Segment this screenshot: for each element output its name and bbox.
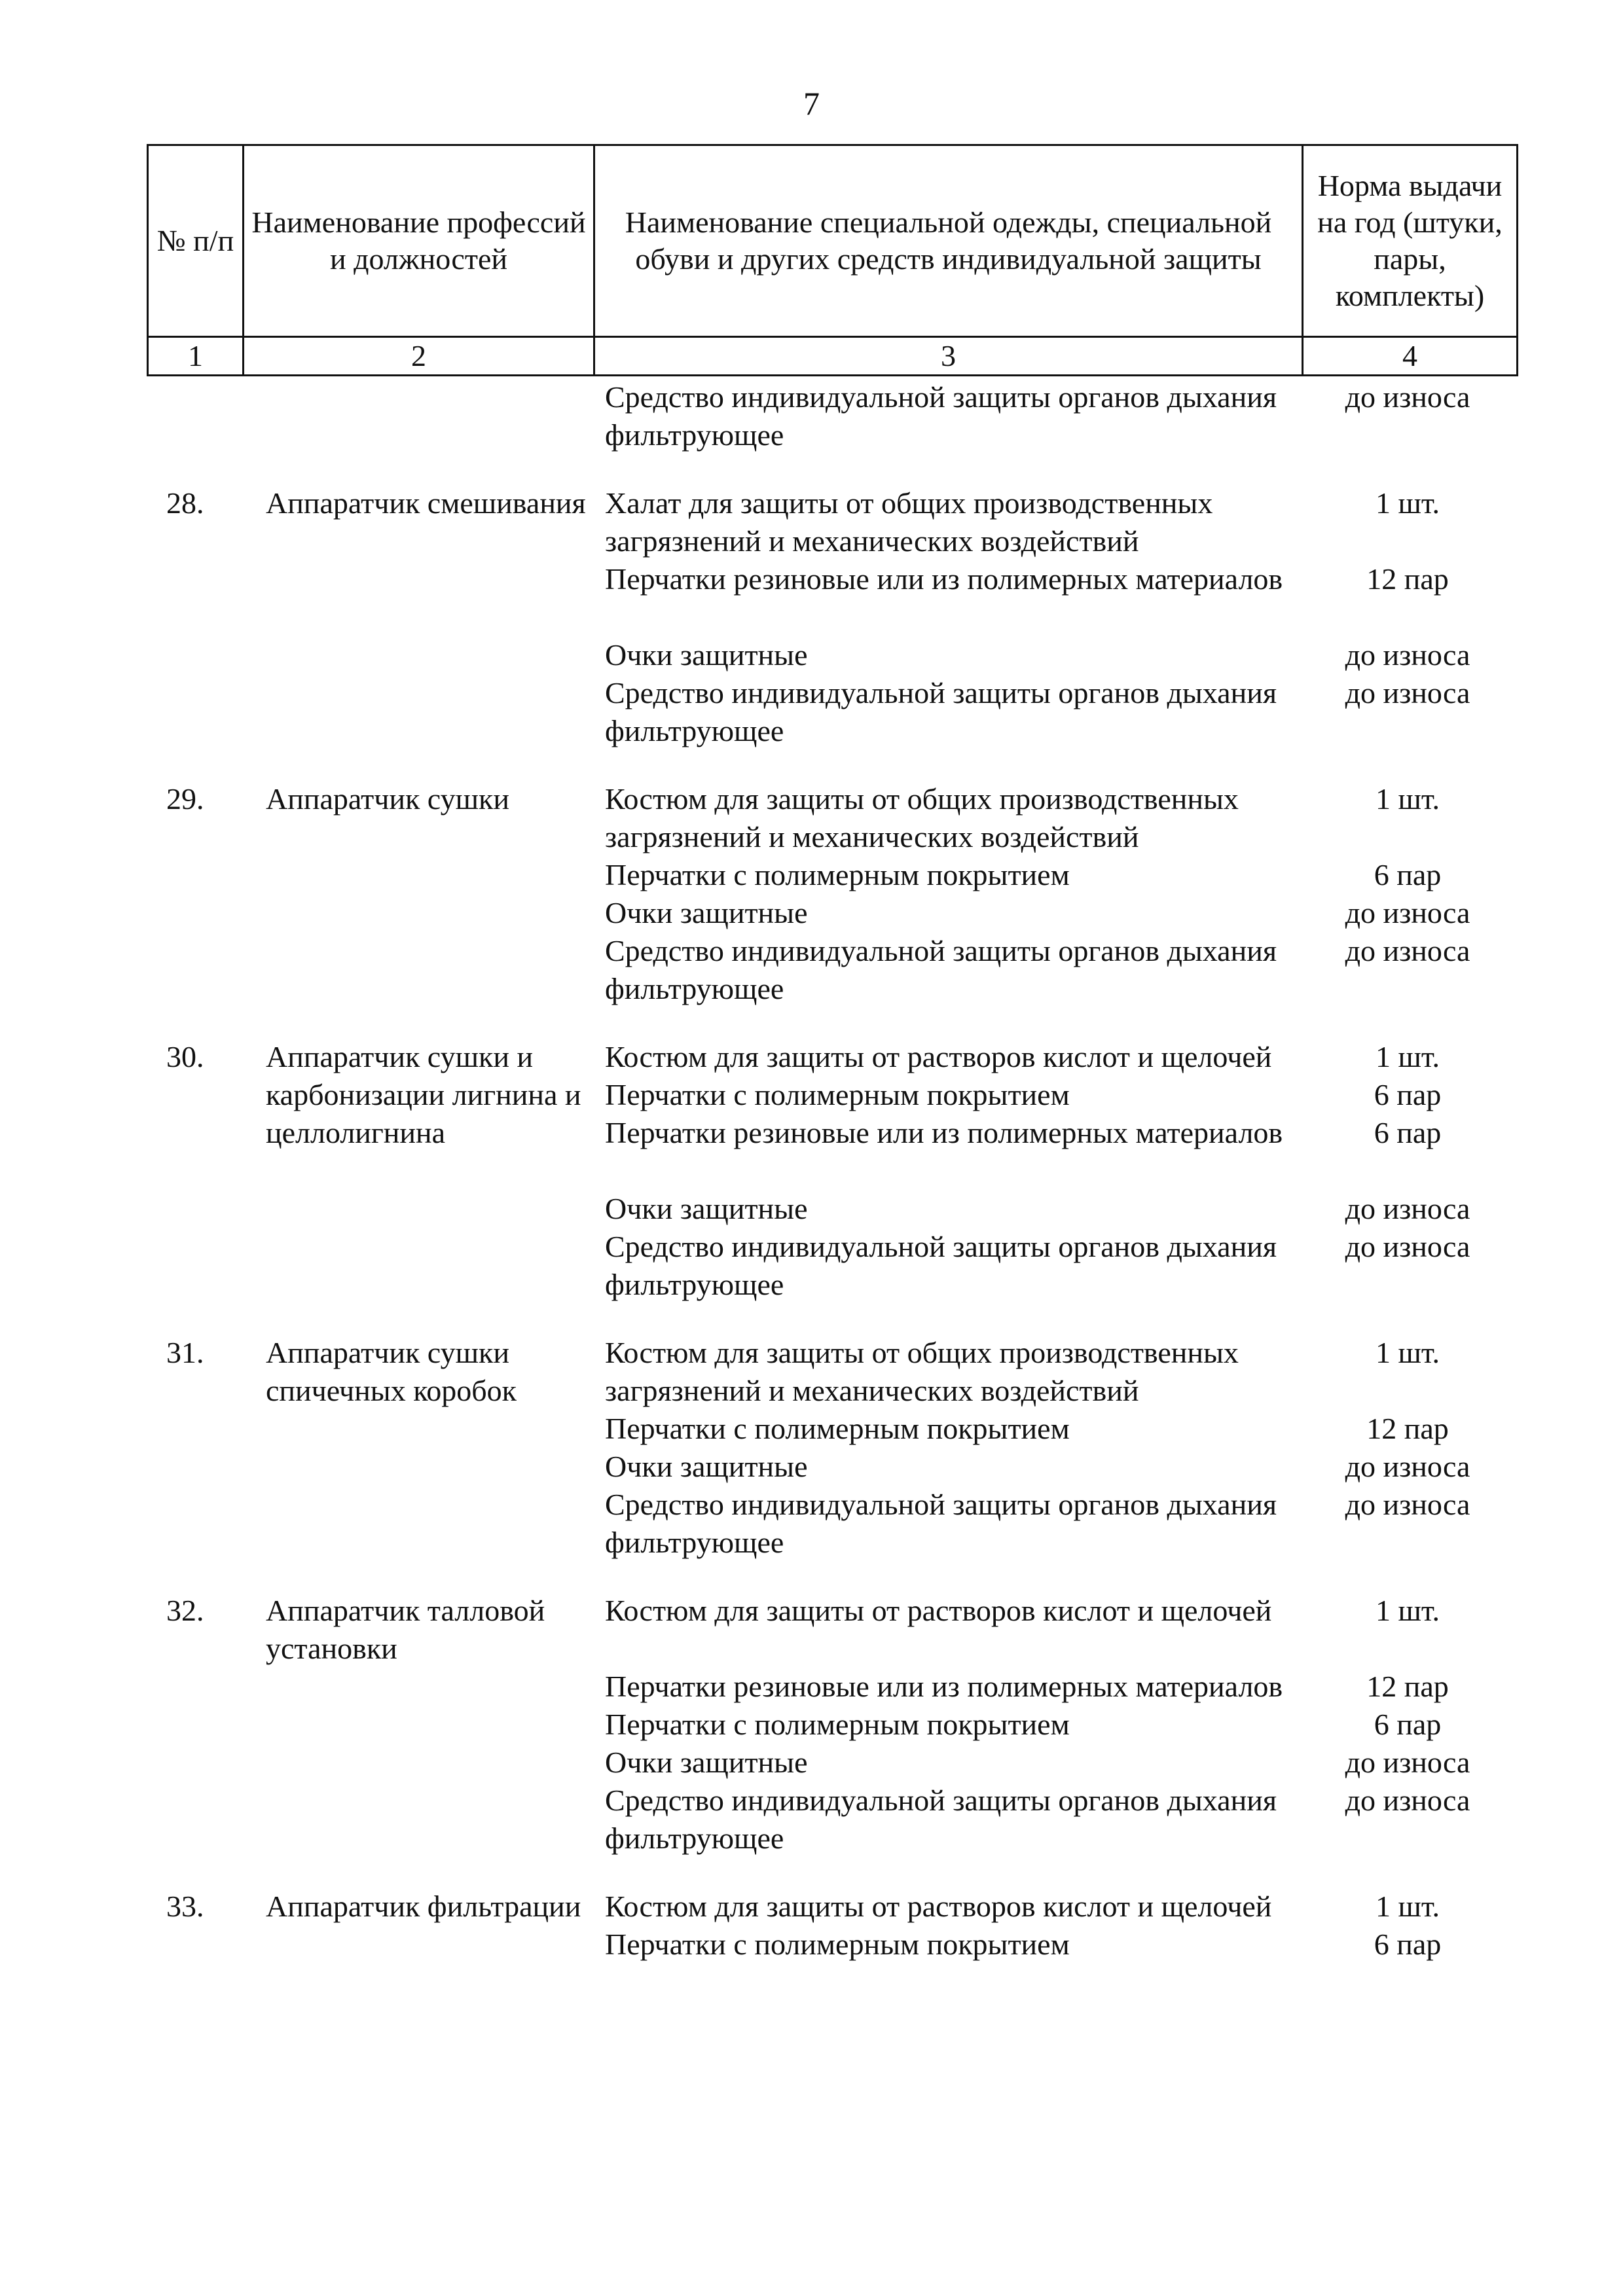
item-name: Очки защитные [605,638,808,672]
entry-items [592,1888,1516,1964]
item-row [592,856,1516,894]
item-name: Средство индивидуальной защиты органов дыхания фильтрующее [605,934,1277,1005]
item-row [592,932,1516,1008]
item-row [592,1334,1516,1410]
table-header [147,144,1518,376]
item-norm: до износа [1345,380,1470,414]
item-row [592,1448,1516,1486]
entry-items [592,484,1516,750]
header-norm [1303,145,1518,337]
item-row [592,1926,1516,1964]
item-norm: 6 пар [1374,1708,1442,1741]
item-row [592,1592,1516,1630]
item-norm: 6 пар [1374,1928,1442,1961]
item-name: Костюм для защиты от растворов кислот и щелочей [605,1890,1272,1923]
item-norm: до износа [1345,638,1470,672]
item-name: Средство индивидуальной защиты органов дыхания фильтрующее [605,1488,1277,1559]
entry-31 [147,1334,1516,1562]
item-norm: до износа [1345,1746,1470,1779]
item-row [592,1744,1516,1782]
item-name: Средство индивидуальной защиты органов дыхания фильтрующее [605,1784,1277,1855]
entry-29 [147,780,1516,1008]
item-name: Средство индивидуальной защиты органов дыхания фильтрующее [605,676,1277,747]
item-row [592,1782,1516,1857]
item-row [592,1706,1516,1744]
entry-28 [147,484,1516,750]
item-norm: 6 пар [1374,1116,1442,1149]
item-norm: 12 пар [1366,562,1449,596]
header-number-label: № п/п [156,224,234,257]
item-norm: до износа [1345,934,1470,967]
item-norm: 1 шт. [1375,1594,1440,1627]
item-row [592,378,1516,454]
item-norm: 1 шт. [1375,1890,1440,1923]
entry-items [592,1592,1516,1857]
item-norm: 1 шт. [1375,1336,1440,1369]
column-number-4: 4 [1303,337,1518,376]
header-profession [244,145,594,337]
item-name: Перчатки с полимерным покрытием [605,1708,1070,1741]
item-norm: 6 пар [1374,1078,1442,1111]
item-name: Халат для защиты от общих производственных загрязнений и механических воздействий [605,486,1213,558]
column-number-1: 1 [148,337,244,376]
item-row [592,894,1516,932]
item-row [592,560,1516,598]
column-number-2: 2 [244,337,594,376]
item-name: Перчатки с полимерным покрытием [605,1412,1070,1445]
item-row [592,484,1516,560]
entry-32 [147,1592,1516,1857]
item-name: Очки защитные [605,1192,808,1225]
header-norm-label: Норма выдачи на год (штуки, пары, комплекты) [1317,169,1503,312]
header-equipment-label: Наименование специальной одежды, специальной обуви и других средств индивидуальной защиты [625,206,1272,276]
entry-33 [147,1888,1516,1964]
item-name: Перчатки с полимерным покрытием [605,1078,1070,1111]
item-norm: 1 шт. [1375,1040,1440,1073]
item-norm: до износа [1345,896,1470,929]
item-row [592,1190,1516,1228]
item-row [592,780,1516,856]
item-norm: 6 пар [1374,858,1442,891]
header-number [148,145,244,337]
item-name: Очки защитные [605,896,808,929]
item-name: Очки защитные [605,1450,808,1483]
header-profession-label: Наименование профессий и должностей [251,206,586,276]
item-row [592,1038,1516,1076]
entry-profession: Аппаратчик талловой установки [266,1594,545,1665]
item-row [592,1114,1516,1152]
entry-profession: Аппаратчик фильтрации [266,1890,581,1923]
column-number-3: 3 [594,337,1303,376]
table-body [147,378,1516,1964]
entry-30 [147,1038,1516,1304]
item-row [592,674,1516,750]
item-norm: до износа [1345,1192,1470,1225]
entry-number: 32. [166,1594,204,1627]
entry-number: 30. [166,1040,204,1073]
item-norm: 12 пар [1366,1670,1449,1703]
item-name: Костюм для защиты от общих производственных загрязнений и механических воздействий [605,782,1239,853]
item-name: Перчатки резиновые или из полимерных материалов [605,562,1283,596]
item-row [592,1486,1516,1562]
item-name: Средство индивидуальной защиты органов дыхания фильтрующее [605,380,1277,452]
item-name: Перчатки с полимерным покрытием [605,1928,1070,1961]
item-name: Костюм для защиты от общих производственных загрязнений и механических воздействий [605,1336,1239,1407]
item-name: Костюм для защиты от растворов кислот и щелочей [605,1040,1272,1073]
item-row [592,1668,1516,1706]
item-norm: 1 шт. [1375,782,1440,816]
entry-number: 31. [166,1336,204,1369]
item-norm: до износа [1345,676,1470,709]
entry-continued [147,378,1516,454]
entry-profession: Аппаратчик смешивания [266,486,586,520]
item-norm: 12 пар [1366,1412,1449,1445]
item-row [592,636,1516,674]
entry-items [592,1334,1516,1562]
entry-items [592,780,1516,1008]
entry-profession: Аппаратчик сушки спичечных коробок [266,1336,517,1407]
header-equipment [594,145,1303,337]
item-name: Средство индивидуальной защиты органов дыхания фильтрующее [605,1230,1277,1301]
item-norm: до износа [1345,1230,1470,1263]
item-row [592,1076,1516,1114]
item-norm: до износа [1345,1488,1470,1521]
item-name: Очки защитные [605,1746,808,1779]
entry-number: 29. [166,782,204,816]
item-name: Перчатки резиновые или из полимерных материалов [605,1116,1283,1149]
entry-items [592,1038,1516,1304]
item-norm: до износа [1345,1784,1470,1817]
page-number: 7 [803,85,820,122]
item-row [592,1888,1516,1926]
item-name: Перчатки с полимерным покрытием [605,858,1070,891]
entry-items [592,378,1516,454]
item-name: Перчатки резиновые или из полимерных материалов [605,1670,1283,1703]
item-row [592,1228,1516,1304]
entry-number: 28. [166,486,204,520]
item-name: Костюм для защиты от растворов кислот и щелочей [605,1594,1272,1627]
entry-profession: Аппаратчик сушки [266,782,509,816]
item-row [592,1410,1516,1448]
item-norm: 1 шт. [1375,486,1440,520]
entry-profession: Аппаратчик сушки и карбонизации лигнина и целлолигнина [266,1040,581,1149]
item-norm: до износа [1345,1450,1470,1483]
entry-number: 33. [166,1890,204,1923]
